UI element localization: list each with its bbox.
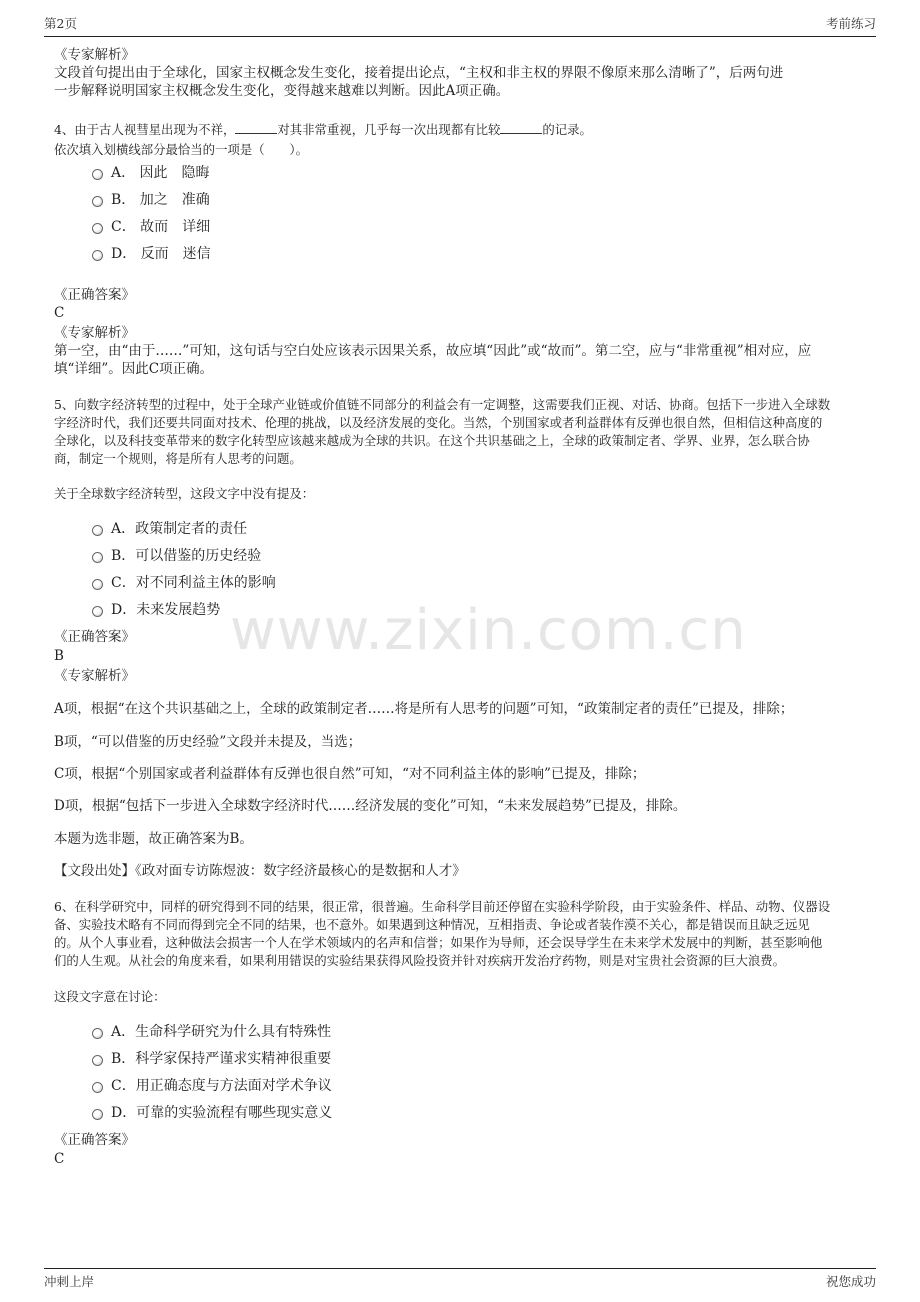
radio-icon[interactable] xyxy=(92,250,103,261)
q5-question: 关于全球数字经济转型，这段文字中没有提及： xyxy=(54,486,315,501)
q4-stem-part1: 4、由于古人视彗星出现为不祥， xyxy=(54,122,236,137)
q6-option-a[interactable] xyxy=(92,1021,331,1041)
header-title: 考前练习 xyxy=(825,16,876,31)
q6-option-a-label: A．生命科学研究为什么具有特殊性 xyxy=(111,1024,332,1040)
radio-icon[interactable] xyxy=(92,196,103,207)
q5-analysis-a: A项，根据“在这个共识基础之上，全球的政策制定者……将是所有人思考的问题”可知，“政策制定者的责任”已提及，排除； xyxy=(54,701,794,717)
q5-option-b-label: B．可以借鉴的历史经验 xyxy=(111,548,262,564)
q4-option-d-label: D． 反而 迷信 xyxy=(111,246,211,262)
q5-answer: B xyxy=(54,648,64,664)
q5-analysis-c: C项，根据“个别国家或者利益群体有反弹也很自然”可知，“对不同利益主体的影响”已提及，排除； xyxy=(54,766,646,782)
q5-answer-label: 《正确答案》 xyxy=(54,629,135,645)
q4-option-a[interactable] xyxy=(92,162,210,182)
radio-icon[interactable] xyxy=(92,606,103,617)
q5-analysis-label: 《专家解析》 xyxy=(54,668,135,684)
q6-option-d-label: D．可靠的实验流程有哪些现实意义 xyxy=(111,1105,333,1121)
q5-passage-line1: 5、向数字经济转型的过程中，处于全球产业链或价值链不同部分的利益会有一定调整，这需要我们正视、对话、协商。包括下一步进入全球数 xyxy=(54,397,831,412)
q4-option-a-label: A． 因此 隐晦 xyxy=(111,165,210,181)
q5-option-d-label: D．未来发展趋势 xyxy=(111,602,221,618)
q5-passage-line4: 商，制定一个规则，将是所有人思考的问题。 xyxy=(54,451,302,466)
page-header xyxy=(44,14,876,37)
q4-stem-part2: 对其非常重视，几乎每一次出现都有比较 xyxy=(277,122,501,137)
q5-analysis-b: B项，“可以借鉴的历史经验”文段并未提及，当选； xyxy=(54,734,362,750)
q4-option-c-label: C． 故而 详细 xyxy=(111,219,211,235)
q6-answer: C xyxy=(54,1151,65,1167)
q6-option-b-label: B．科学家保持严谨求实精神很重要 xyxy=(111,1051,332,1067)
q6-passage-line4: 们的人生观。从社会的角度来看，如果利用错误的实验结果获得风险投资并针对疾病开发治疗药物，则是对宝贵社会资源的巨大浪费。 xyxy=(54,953,786,968)
q4-option-b[interactable] xyxy=(92,189,210,209)
q5-option-b[interactable] xyxy=(92,545,261,565)
q4-option-c[interactable] xyxy=(92,216,210,236)
radio-icon[interactable] xyxy=(92,1055,103,1066)
q4-answer-label: 《正确答案》 xyxy=(54,287,135,303)
page-footer xyxy=(44,1268,876,1290)
q5-option-c[interactable] xyxy=(92,572,276,592)
q6-option-c[interactable] xyxy=(92,1075,332,1095)
q5-conclusion: 本题为选非题，故正确答案为B。 xyxy=(54,831,253,847)
q4-stem-part3: 的记录。 xyxy=(542,122,592,137)
radio-icon[interactable] xyxy=(92,1082,103,1093)
page-number: 第2页 xyxy=(44,16,77,31)
q5-option-a-label: A．政策制定者的责任 xyxy=(111,521,248,537)
q6-question: 这段文字意在讨论： xyxy=(54,989,166,1004)
q3-analysis-line1: 文段首句提出由于全球化，国家主权概念发生变化，接着提出论点，“主权和非主权的界限不像原来那么清晰了”，后两句进 xyxy=(54,65,784,81)
radio-icon[interactable] xyxy=(92,223,103,234)
q4-option-d[interactable] xyxy=(92,243,211,263)
footer-right: 祝您成功 xyxy=(825,1274,876,1289)
radio-icon[interactable] xyxy=(92,552,103,563)
q4-stem xyxy=(54,121,868,139)
radio-icon[interactable] xyxy=(92,525,103,536)
footer-left: 冲刺上岸 xyxy=(44,1274,95,1289)
q5-analysis-d: D项，根据“包括下一步进入全球数字经济时代……经济发展的变化”可知，“未来发展趋势”已提及，排除。 xyxy=(54,798,687,814)
watermark: www.zixin.com.cn xyxy=(230,598,747,663)
q3-analysis-label: 《专家解析》 xyxy=(54,47,135,63)
radio-icon[interactable] xyxy=(92,579,103,590)
q4-analysis-label: 《专家解析》 xyxy=(54,325,135,341)
q6-passage-line3: 的。从个人事业看，这种做法会损害一个人在学术领域内的名声和信誉；如果作为导师，还会误导学生在未来学术发展中的判断，甚至影响他 xyxy=(54,935,823,950)
radio-icon[interactable] xyxy=(92,169,103,180)
q4-answer: C xyxy=(54,305,65,321)
q6-option-d[interactable] xyxy=(92,1102,332,1122)
q6-answer-label: 《正确答案》 xyxy=(54,1132,135,1148)
q4-blank-2 xyxy=(500,121,542,134)
q5-option-d[interactable] xyxy=(92,599,220,619)
q5-passage-line2: 字经济时代，我们还要共同面对技术、伦理的挑战，以及经济发展的变化。当然，个别国家或者利益群体有反弹也很自然，但相信这种高度的 xyxy=(54,415,823,430)
q6-passage-line2: 备、实验技术略有不同而得到完全不同的结果，也不意外。如果遇到这种情况，互相指责、争论或者装作漠不关心，都是错误而且缺乏远见 xyxy=(54,917,810,932)
radio-icon[interactable] xyxy=(92,1109,103,1120)
q4-analysis-line2: 填“详细”。因此C项正确。 xyxy=(54,361,214,377)
q4-instruction: 依次填入划横线部分最恰当的一项是（ ）。 xyxy=(54,142,309,157)
q6-option-b[interactable] xyxy=(92,1048,331,1068)
q4-blank-1 xyxy=(235,121,277,134)
q5-option-c-label: C．对不同利益主体的影响 xyxy=(111,575,276,591)
q3-analysis-line2: 一步解释说明国家主权概念发生变化，变得越来越难以判断。因此A项正确。 xyxy=(54,83,510,99)
q5-option-a[interactable] xyxy=(92,518,247,538)
radio-icon[interactable] xyxy=(92,1028,103,1039)
q4-analysis-line1: 第一空，由“由于……”可知，这句话与空白处应该表示因果关系，故应填“因此”或“故而”。第二空，应与“非常重视”相对应，应 xyxy=(54,343,812,359)
q6-option-c-label: C．用正确态度与方法面对学术争议 xyxy=(111,1078,332,1094)
q5-passage-line3: 全球化，以及科技变革带来的数字化转型应该越来越成为全球的共识。在这个共识基础之上，全球的政策制定者、学界、业界，怎么联合协 xyxy=(54,433,810,448)
q5-source: 【文段出处】《政对面专访陈煜波：数字经济最核心的是数据和人才》 xyxy=(54,863,466,879)
q4-option-b-label: B． 加之 准确 xyxy=(111,192,210,208)
q6-passage-line1: 6、在科学研究中，同样的研究得到不同的结果，很正常，很普遍。生命科学目前还停留在实验科学阶段，由于实验条件、样品、动物、仪器设 xyxy=(54,899,831,914)
